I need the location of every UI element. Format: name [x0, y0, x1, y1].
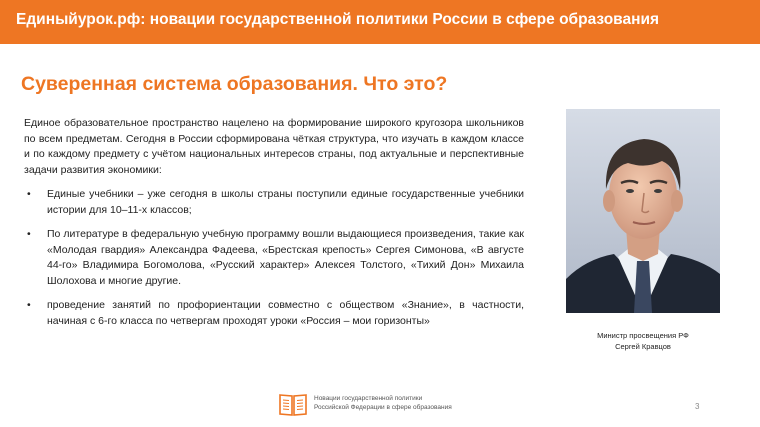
intro-paragraph: Единое образовательное пространство нацелено на формирование широкого кругозора школьников по всем предметам. Сегодня в России сформирована чёткая структура, что изучать в каждом классе и по каждому предмету с учётом национальных интересов страны, под актуальные и перспективные задачи развития экономики: — [24, 117, 524, 176]
book-icon — [279, 393, 307, 417]
header-title: Единыйурок.рф: новации государственной политики России в сфере образования — [16, 11, 660, 28]
bullet-list — [24, 187, 524, 329]
bullet-item: • Единые учебники – уже сегодня в школы страны поступили единые государственные учебники истории для 10–11-х классов; — [24, 187, 524, 218]
bullet-item: • По литературе в федеральную учебную программу вошли выдающиеся произведения, такие как «Молодая гвардия» Александра Фадеева, «Брестская крепость» Сергея Симонова, «В августе 44-го» Владимира Богомолова, «Русский характер» Алексея Толстого, «Тихий Дон» Михаила Шолохова и многие другие. — [24, 227, 524, 289]
caption-title: Министр просвещения РФ — [597, 331, 689, 340]
footer-line-1: Новации государственной политики — [314, 395, 423, 402]
caption-name: Сергей Кравцов — [615, 342, 671, 351]
header-bar — [0, 0, 760, 44]
portrait-image — [566, 109, 720, 313]
page-number: 3 — [695, 402, 700, 411]
footer-line-2: Российской Федерации в сфере образования — [314, 403, 452, 411]
minister-photo — [566, 109, 720, 313]
bullet-item: • проведение занятий по профориентации совместно с обществом «Знание», в частности, начиная с 6-го класса по четвергам проходят уроки «Россия – мои горизонты» — [24, 298, 524, 329]
photo-caption — [566, 330, 720, 352]
content-block — [24, 116, 524, 329]
footer-text — [314, 395, 452, 412]
slide-title: Суверенная система образования. Что это? — [21, 73, 448, 95]
